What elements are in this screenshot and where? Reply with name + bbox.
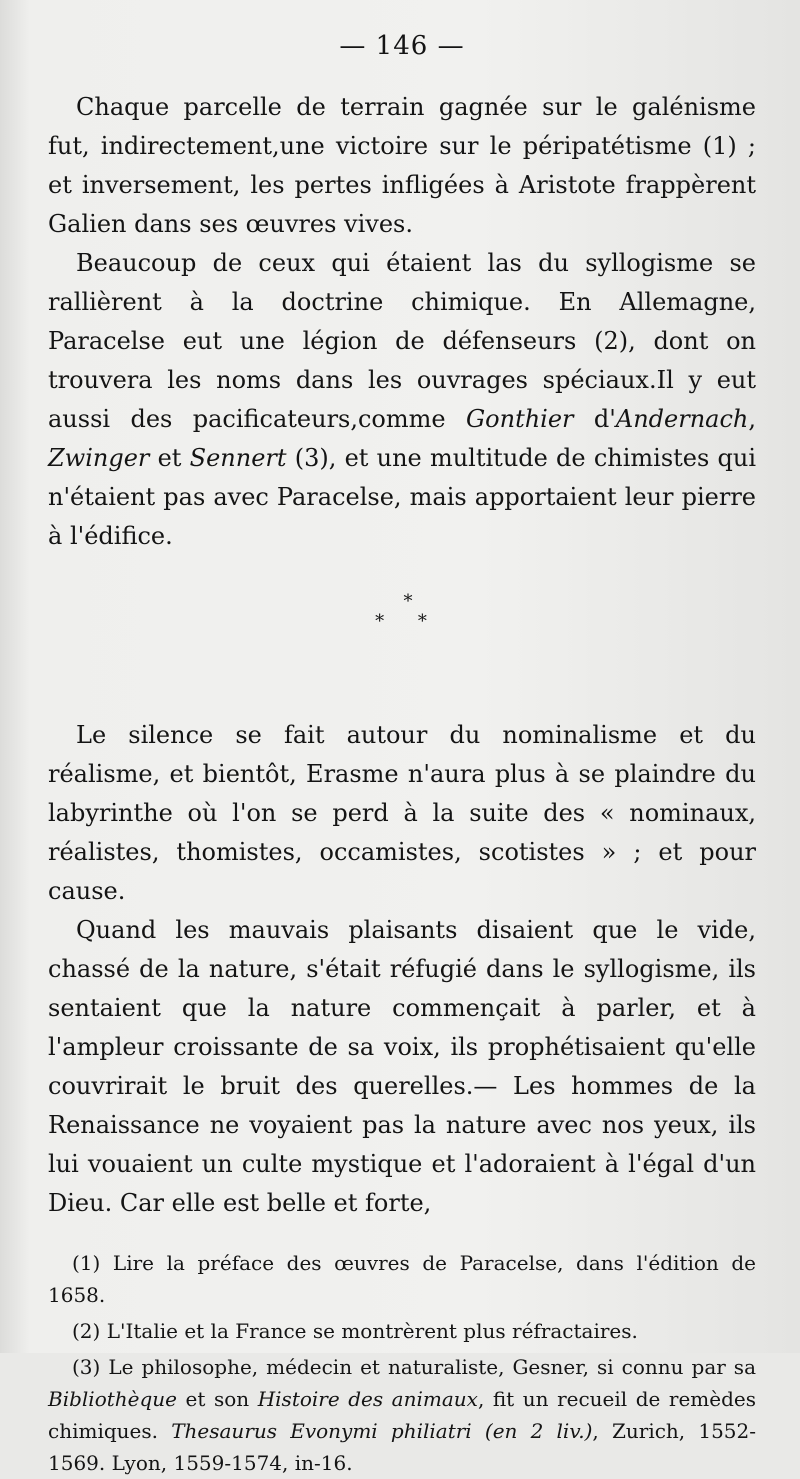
asterism-top: * xyxy=(403,591,413,612)
join-text: , xyxy=(748,405,756,433)
title-bibliotheque: Bibliothèque xyxy=(48,1387,178,1411)
paragraph-nominalism: Le silence se fait autour du nominalisme et du réalisme, et bientôt, Erasme n'aura plus à se plaindre du labyrinthe où l'on se perd à la suite des « nominaux, réalistes, thomistes, occamistes, scotistes » ; et pour cause. xyxy=(48,721,756,905)
name-zwinger: Zwinger xyxy=(48,444,150,472)
join-text: et xyxy=(149,444,190,472)
footnotes xyxy=(48,1247,756,1479)
title-thesaurus: Thesaurus Evonymi philiatri (en 2 liv.) xyxy=(171,1419,593,1443)
footnote-3-text: , fit un recueil de remèdes chimiques. xyxy=(48,1387,756,1443)
footnote-3-text: et son xyxy=(177,1387,258,1411)
footnote-2: (2) L'Italie et la France se montrèrent plus réfractaires. xyxy=(72,1319,638,1343)
paragraph-syllogism-end: (3), et une multitude de chimistes qui n'étaient pas avec Paracelse, mais apportaient leur pierre à l'édifice. xyxy=(48,444,757,550)
footnote-3 xyxy=(48,1351,756,1479)
name-gonthier: Gonthier xyxy=(465,405,574,433)
name-sennert: Sennert xyxy=(189,444,287,472)
join-text: d' xyxy=(573,405,616,433)
paragraph-syllogism-text: Beaucoup de ceux qui étaient las du syllogisme se rallièrent à la doctrine chimique. En Allemagne, Paracelse eut une légion de défenseurs (2), dont on trouvera les noms dans les ouvrages spéciaux.Il y eut aussi des pacificateurs,comme xyxy=(48,249,756,433)
footnote-3-text: , Zurich, 1552-1569. Lyon, 1559-1574, in-16. xyxy=(48,1419,757,1475)
page-number: — 146 — xyxy=(339,31,465,61)
paragraph-nature: Quand les mauvais plaisants disaient que le vide, chassé de la nature, s'était réfugié dans le syllogisme, ils sentaient que la nature commençait à parler, et à l'ampleur croissante de sa voix, ils prophétisaient qu'elle couvrirait le bruit des querelles.— Les hommes de la Renaissance ne voyaient pas la nature avec nos yeux, ils lui vouaient un culte mystique et l'adoraient à l'égal d'un Dieu. Car elle est belle et forte, xyxy=(48,916,756,1217)
paragraph-galenism: Chaque parcelle de terrain gagnée sur le galénisme fut, indirectement,une victoire sur le péripatétisme (1) ; et inversement, les pertes infligées à Aristote frappèrent Galien dans ses œuvres vives. xyxy=(48,93,756,238)
paragraph-syllogism xyxy=(48,244,756,556)
asterism-bottom: * * xyxy=(375,611,441,632)
section-break-asterism xyxy=(48,592,756,676)
name-andernach: Andernach xyxy=(615,405,749,433)
footnote-1: (1) Lire la préface des œuvres de Paracelse, dans l'édition de 1658. xyxy=(48,1251,756,1307)
title-histoire-des-animaux: Histoire des animaux xyxy=(257,1387,478,1411)
footnote-3-text: (3) Le philosophe, médecin et naturaliste, Gesner, si connu par sa xyxy=(72,1355,756,1379)
